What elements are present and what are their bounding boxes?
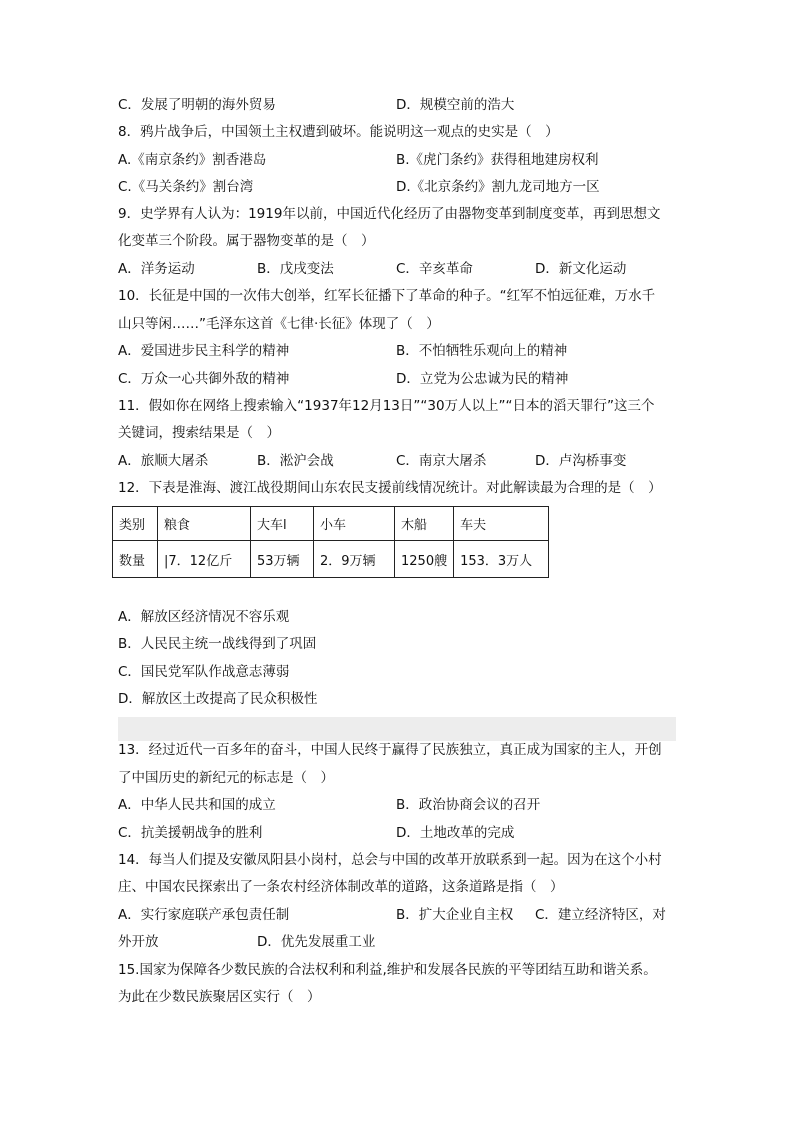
q7-option-d: D．规模空前的浩大	[396, 97, 515, 113]
q10-option-d: D．立党为公忠诚为民的精神	[396, 371, 569, 387]
table-header-cell: 粮食	[158, 507, 251, 541]
table-header-cell: 车夫	[454, 507, 549, 541]
q11-option-a: A．旅顺大屠杀	[118, 453, 209, 469]
q9-stem-line1: 9．史学界有人认为：1919年以前，中国近代化经历了由器物变革到制度变革，再到思想文	[118, 206, 661, 222]
q12-option-a: A．解放区经济情况不容乐观	[118, 609, 290, 625]
q13-option-d: D．土地改革的完成	[396, 825, 515, 841]
q12-stem: 12．下表是淮海、渡江战役期间山东农民支援前线情况统计。对此解读最为合理的是（ ）	[118, 480, 662, 496]
table-header-cell: 大车l	[251, 507, 314, 541]
table-cell: 153．3万人	[454, 541, 549, 578]
table-header-cell: 类别	[113, 507, 158, 541]
q12-option-d: D．解放区土改提高了民众积极性	[118, 691, 318, 707]
q15-stem-line2: 为此在少数民族聚居区实行（ ）	[118, 989, 321, 1005]
q14-stem-line2: 庄、中国农民探索出了一条农村经济体制改革的道路，这条道路是指（ ）	[118, 879, 564, 895]
q11-option-b: B．淞沪会战	[257, 453, 334, 469]
table-header-cell: 小车	[314, 507, 395, 541]
q14-stem-line1: 14．每当人们提及安徽凤阳县小岗村，总会与中国的改革开放联系到一起。因为在这个小村	[118, 852, 662, 868]
q10-option-c: C．万众一心共御外敌的精神	[118, 371, 290, 387]
q14-option-c: C．建立经济特区，对	[535, 907, 666, 923]
table-cell: 2．9万辆	[314, 541, 395, 578]
q9-option-c: C．辛亥革命	[396, 261, 473, 277]
q11-option-c: C．南京大屠杀	[396, 453, 487, 469]
q14-option-a: A．实行家庭联产承包责任制	[118, 907, 290, 923]
q8-option-a: A.《南京条约》割香港岛	[118, 152, 267, 168]
q8-stem: 8．鸦片战争后，中国领土主权遭到破坏。能说明这一观点的史实是（ ）	[118, 124, 559, 140]
q14-option-c-continued: 外开放	[118, 934, 159, 950]
q8-option-b: B.《虎门条约》获得租地建房权利	[396, 152, 599, 168]
q13-stem-line2: 了中国历史的新纪元的标志是（ ）	[118, 770, 334, 786]
q13-option-a: A．中华人民共和国的成立	[118, 797, 276, 813]
q15-stem-line1: 15.国家为保障各少数民族的合法权利和利益,维护和发展各民族的平等团结互助和谐关系。	[118, 962, 657, 978]
table-header-row	[113, 507, 549, 541]
q13-option-c: C．抗美援朝战争的胜利	[118, 825, 263, 841]
table-row	[113, 541, 549, 578]
q12-option-c: C．国民党军队作战意志薄弱	[118, 664, 290, 680]
q9-option-b: B．戊戌变法	[257, 261, 334, 277]
q11-stem-line2: 关键词，搜索结果是（ ）	[118, 425, 280, 441]
section-divider-bar	[118, 717, 676, 741]
table-cell: 53万辆	[251, 541, 314, 578]
q7-option-c: C．发展了明朝的海外贸易	[118, 97, 276, 113]
q9-stem-line2: 化变革三个阶段。属于器物变革的是（ ）	[118, 233, 375, 249]
q10-stem-line2: 山只等闲……”毛泽东这首《七律·长征》体现了（ ）	[118, 316, 440, 332]
q11-stem-line1: 11．假如你在网络上搜索输入“1937年12月13日”“30万人以上”“日本的滔天罪行”这三个	[118, 398, 655, 414]
q10-option-a: A．爱国进步民主科学的精神	[118, 343, 290, 359]
q13-stem-line1: 13．经过近代一百多年的奋斗，中国人民终于赢得了民族独立，真正成为国家的主人，开创	[118, 742, 662, 758]
table-cell: 数量	[113, 541, 158, 578]
q11-option-d: D．卢沟桥事变	[535, 453, 627, 469]
q10-option-b: B．不怕牺牲乐观向上的精神	[396, 343, 568, 359]
q9-option-a: A．洋务运动	[118, 261, 195, 277]
q13-option-b: B．政治协商会议的召开	[396, 797, 541, 813]
q8-option-d: D.《北京条约》割九龙司地方一区	[396, 179, 600, 195]
support-statistics-table	[112, 506, 549, 578]
table-header-cell: 木船	[395, 507, 454, 541]
q9-option-d: D．新文化运动	[535, 261, 627, 277]
q14-option-d: D．优先发展重工业	[257, 934, 376, 950]
q10-stem-line1: 10．长征是中国的一次伟大创举，红军长征播下了革命的种子。“红军不怕远征难，万水千	[118, 288, 656, 304]
q12-option-b: B．人民民主统一战线得到了巩固	[118, 636, 317, 652]
table-cell: |7．12亿斤	[158, 541, 251, 578]
table-cell: 1250艘	[395, 541, 454, 578]
q8-option-c: C.《马关条约》割台湾	[118, 179, 254, 195]
q14-option-b: B．扩大企业自主权	[396, 907, 514, 923]
